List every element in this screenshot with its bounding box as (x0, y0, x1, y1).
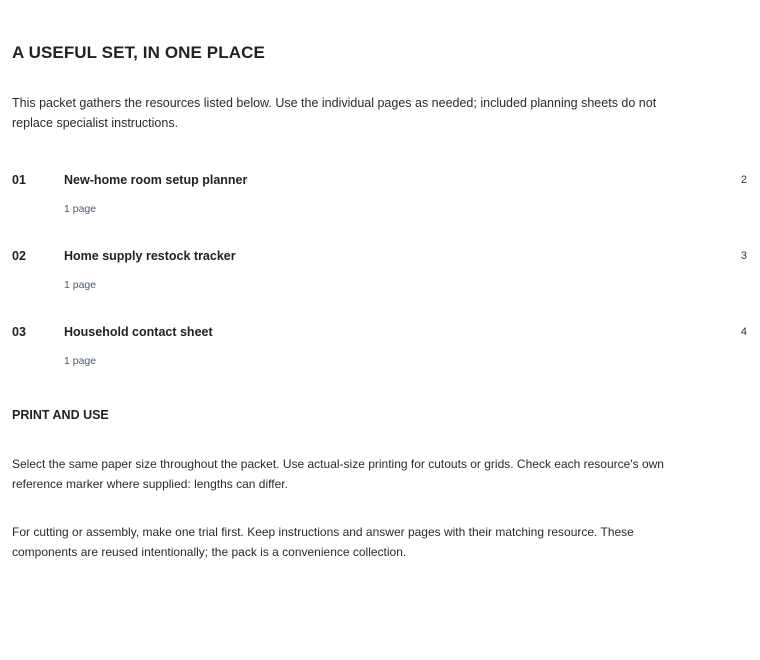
print-and-use-paragraph-paper: Select the same paper size throughout the packet. Use actual-size printing for cutouts or grids. Check each resource's own reference marker where supplied: lengths can differ. (12, 457, 664, 491)
toc-item-number: 01 (12, 173, 26, 187)
toc-item-title: New-home room setup planner (64, 173, 248, 187)
document-page (12, 0, 748, 660)
toc-item-title: Household contact sheet (64, 325, 213, 339)
toc-item-page-number: 2 (740, 174, 747, 186)
toc-item-room-setup-planner[interactable] (12, 173, 748, 223)
toc-item-household-contact-sheet[interactable] (12, 325, 748, 375)
print-and-use-heading: PRINT AND USE (12, 408, 109, 422)
toc-item-page-number: 4 (740, 326, 747, 338)
toc-item-page-count: 1 page (64, 355, 97, 367)
toc-item-supply-restock-tracker[interactable] (12, 249, 748, 299)
toc-item-number: 02 (12, 249, 26, 263)
toc-item-title: Home supply restock tracker (64, 249, 236, 263)
toc-item-page-count: 1 page (64, 203, 97, 215)
intro-paragraph: This packet gathers the resources listed below. Use the individual pages as needed; included planning sheets do not replace specialist instructions. (12, 96, 657, 130)
toc-item-page-number: 3 (740, 250, 747, 262)
print-and-use-paragraph-assembly: For cutting or assembly, make one trial first. Keep instructions and answer pages with their matching resource. These components are reused intentionally; the pack is a convenience collection. (12, 525, 634, 559)
toc-item-page-count: 1 page (64, 279, 97, 291)
page-title: A USEFUL SET, IN ONE PLACE (12, 43, 265, 62)
toc-item-number: 03 (12, 325, 26, 339)
